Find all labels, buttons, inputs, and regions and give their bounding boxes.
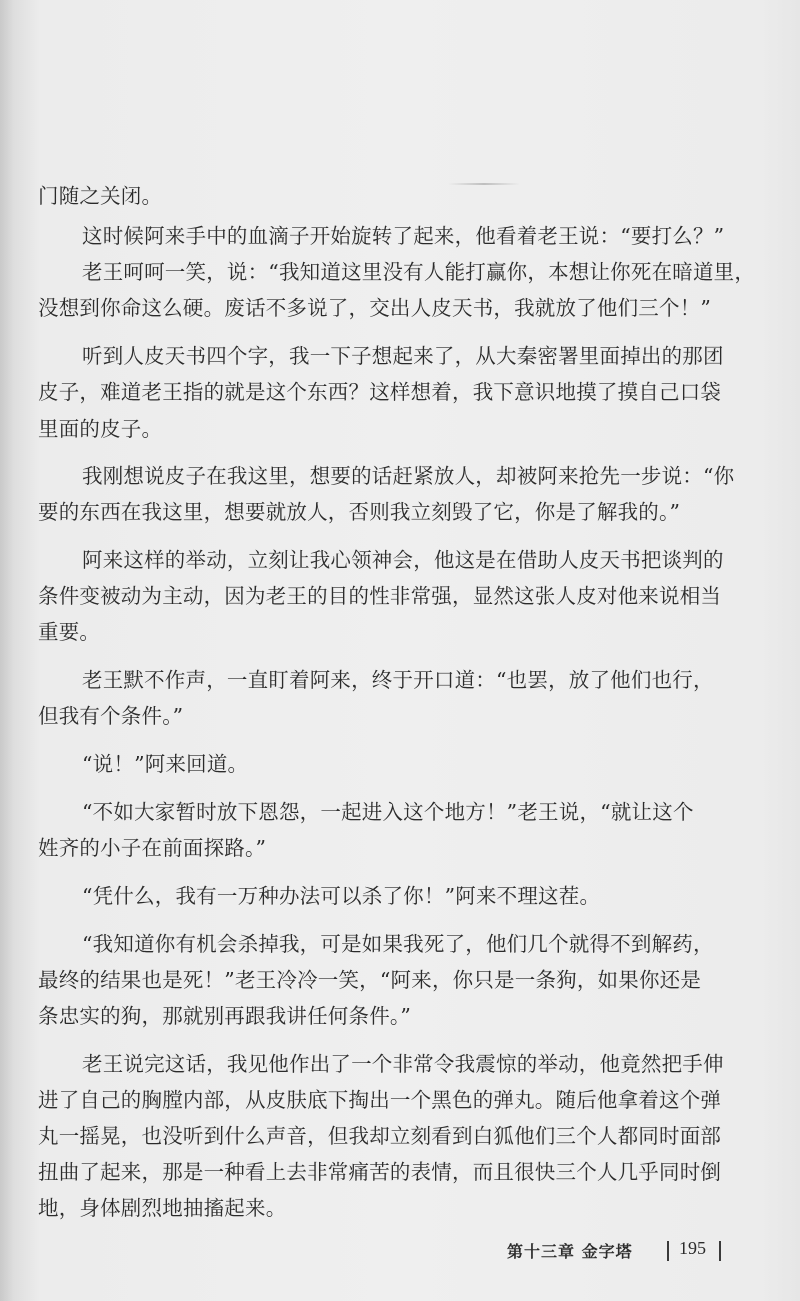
text-line: 老王呵呵一笑，说：“我知道这里没有人能打赢你，本想让你死在暗道里， (82, 260, 756, 284)
text-line: 阿来这样的举动，立刻让我心领神会，他这是在借助人皮天书把谈判的 (82, 548, 724, 572)
text-line: 地，身体剧烈地抽搐起来。 (38, 1196, 287, 1220)
page-number: 195 (679, 1238, 706, 1258)
text-line: 没想到你命这么硬。废话不多说了，交出人皮天书，我就放了他们三个！” (38, 296, 712, 320)
text-line: 最终的结果也是死！”老王冷冷一笑，“阿来，你只是一条狗，如果你还是 (38, 968, 702, 992)
page-footer (0, 1237, 800, 1267)
text-line: 这时候阿来手中的血滴子开始旋转了起来，他看着老王说：“要打么？” (82, 224, 725, 248)
text-line: “凭什么，我有一万种办法可以杀了你！”阿来不理这茬。 (82, 884, 601, 908)
text-line: 条忠实的狗，那就别再跟我讲任何条件。” (38, 1004, 412, 1028)
footer-divider (719, 1241, 721, 1261)
text-line: 扭曲了起来，那是一种看上去非常痛苦的表情，而且很快三个人几乎同时倒 (38, 1160, 722, 1184)
text-line: “说！”阿来回道。 (82, 752, 249, 776)
text-line: 要的东西在我这里，想要就放人，否则我立刻毁了它，你是了解我的。” (38, 500, 681, 524)
text-line: 条件变被动为主动，因为老王的目的性非常强，显然这张人皮对他来说相当 (38, 584, 722, 608)
footer-divider (667, 1241, 669, 1261)
text-line: 但我有个条件。” (38, 704, 184, 728)
text-line: 丸一摇晃，也没听到什么声音，但我却立刻看到白狐他们三个人都同时面部 (38, 1124, 722, 1148)
text-line: 皮子，难道老王指的就是这个东西？这样想着，我下意识地摸了摸自己口袋 (38, 380, 722, 404)
text-line: 门随之关闭。 (38, 184, 163, 208)
text-line: 姓齐的小子在前面探路。” (38, 836, 267, 860)
text-line: 老王说完这话，我见他作出了一个非常令我震惊的举动，他竟然把手伸 (82, 1052, 724, 1076)
text-line: 听到人皮天书四个字，我一下子想起来了，从大秦密署里面掉出的那团 (82, 344, 724, 368)
text-line: 老王默不作声，一直盯着阿来，终于开口道：“也罢，放了他们也行， (82, 668, 714, 692)
text-line: 进了自己的胸膛内部，从皮肤底下掏出一个黑色的弹丸。随后他拿着这个弹 (38, 1088, 722, 1112)
text-line: “我知道你有机会杀掉我，可是如果我死了，他们几个就得不到解药， (82, 932, 714, 956)
text-line: 里面的皮子。 (38, 417, 163, 441)
text-line: 重要。 (38, 620, 101, 644)
text-line: “不如大家暂时放下恩怨，一起进入这个地方！”老王说，“就让这个 (82, 800, 694, 824)
chapter-title: 第十三章 金字塔 (507, 1242, 633, 1261)
text-line: 我刚想说皮子在我这里，想要的话赶紧放人，却被阿来抢先一步说：“你 (82, 464, 735, 488)
